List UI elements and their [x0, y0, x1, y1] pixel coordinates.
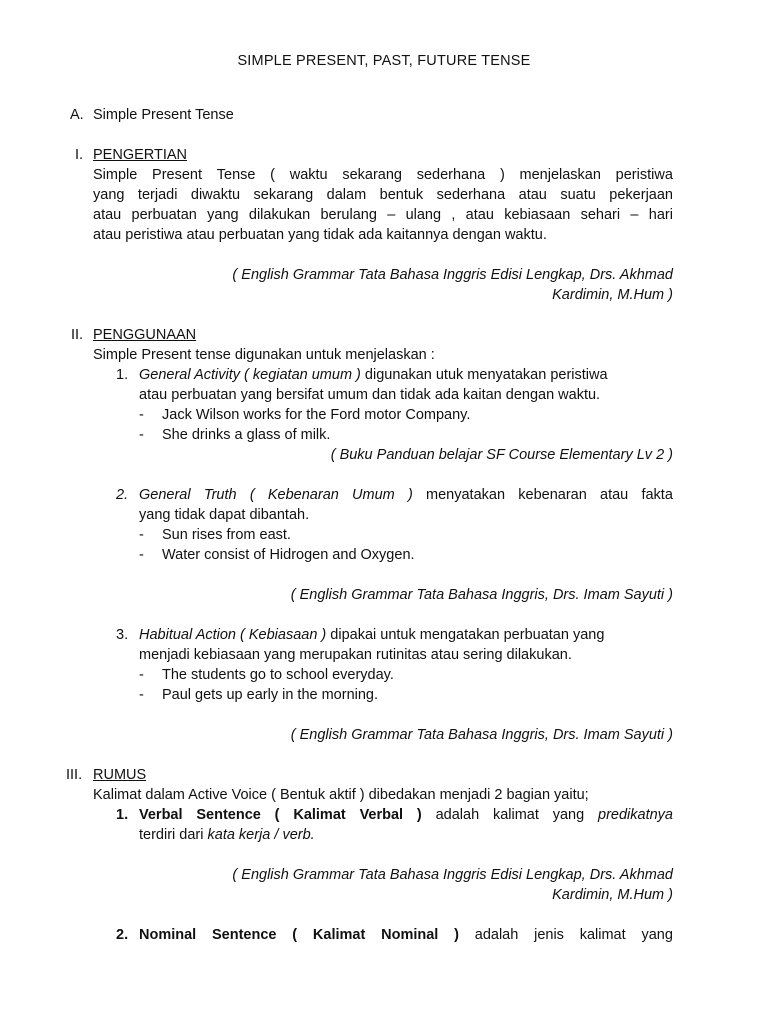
pengertian-line-1: Simple Present Tense ( waktu sekarang sederhana ) menjelaskan peristiwa — [93, 167, 673, 183]
penggunaan-item-3-number: 3. — [116, 627, 129, 643]
rumus-item-2-line-1: Nominal Sentence ( Kalimat Nominal ) adalah jenis kalimat yang — [139, 927, 673, 943]
penggunaan-item-1-line-2: atau perbuatan yang bersifat umum dan tidak ada kaitan dengan waktu. — [139, 387, 601, 403]
example-sentence: Water consist of Hidrogen and Oxygen. — [162, 547, 415, 563]
penggunaan-item-2-citation: ( English Grammar Tata Bahasa Inggris, Drs. Imam Sayuti ) — [290, 587, 673, 603]
rumus-citation-line-2: Kardimin, M.Hum ) — [552, 887, 673, 903]
list-bullet-dash: - — [139, 407, 144, 423]
pengertian-heading: PENGERTIAN — [93, 147, 188, 163]
example-sentence: Jack Wilson works for the Ford motor Company. — [162, 407, 471, 423]
example-sentence: She drinks a glass of milk. — [162, 427, 331, 443]
rumus-intro: Kalimat dalam Active Voice ( Bentuk aktif ) dibedakan menjadi 2 bagian yaitu; — [93, 787, 589, 803]
list-bullet-dash: - — [139, 687, 144, 703]
pengertian-line-3: atau perbuatan yang dilakukan berulang – ulang , atau kebiasaan sehari – hari — [93, 207, 673, 223]
penggunaan-item-1-line-1: General Activity ( kegiatan umum ) digunakan utuk menyatakan peristiwa — [139, 367, 608, 383]
list-bullet-dash: - — [139, 527, 144, 543]
rumus-heading: RUMUS — [93, 767, 147, 783]
penggunaan-item-3-line-2: menjadi kebiasaan yang merupakan rutinitas atau sering dilakukan. — [139, 647, 572, 663]
penggunaan-intro: Simple Present tense digunakan untuk menjelaskan : — [93, 347, 435, 363]
penggunaan-item-2-number: 2. — [116, 487, 129, 503]
pengertian-numeral: I. — [75, 147, 84, 163]
penggunaan-numeral: II. — [71, 327, 84, 343]
penggunaan-item-3-citation: ( English Grammar Tata Bahasa Inggris, Drs. Imam Sayuti ) — [290, 727, 673, 743]
section-a-marker: A. — [70, 107, 84, 123]
rumus-citation-line-1: ( English Grammar Tata Bahasa Inggris Edisi Lengkap, Drs. Akhmad — [232, 867, 673, 883]
rumus-item-1-line-1: Verbal Sentence ( Kalimat Verbal ) adalah kalimat yang predikatnya — [139, 807, 673, 823]
penggunaan-item-3-line-1: Habitual Action ( Kebiasaan ) dipakai untuk mengatakan perbuatan yang — [139, 627, 605, 643]
pengertian-line-4: atau peristiwa atau perbuatan yang tidak ada kaitannya dengan waktu. — [93, 227, 547, 243]
penggunaan-item-2-line-1: General Truth ( Kebenaran Umum ) menyatakan kebenaran atau fakta — [139, 487, 673, 503]
list-bullet-dash: - — [139, 427, 144, 443]
penggunaan-heading: PENGGUNAAN — [93, 327, 197, 343]
section-a-label: Simple Present Tense — [93, 107, 234, 123]
pengertian-citation-line-1: ( English Grammar Tata Bahasa Inggris Edisi Lengkap, Drs. Akhmad — [232, 267, 673, 283]
penggunaan-item-1-citation: ( Buku Panduan belajar SF Course Elementary Lv 2 ) — [330, 447, 673, 463]
list-bullet-dash: - — [139, 667, 144, 683]
example-sentence: Paul gets up early in the morning. — [162, 687, 379, 703]
penggunaan-item-1-number: 1. — [116, 367, 129, 383]
pengertian-citation-line-2: Kardimin, M.Hum ) — [552, 287, 673, 303]
example-sentence: The students go to school everyday. — [162, 667, 394, 683]
rumus-item-2-number: 2. — [116, 927, 129, 943]
example-sentence: Sun rises from east. — [162, 527, 291, 543]
document-title: SIMPLE PRESENT, PAST, FUTURE TENSE — [237, 53, 531, 69]
penggunaan-item-2-line-2: yang tidak dapat dibantah. — [139, 507, 310, 523]
rumus-numeral: III. — [66, 767, 83, 783]
pengertian-line-2: yang terjadi diwaktu sekarang dalam bentuk sederhana atau suatu pekerjaan — [93, 187, 673, 203]
rumus-item-1-line-2: terdiri dari kata kerja / verb. — [139, 827, 315, 843]
rumus-item-1-number: 1. — [116, 807, 129, 823]
list-bullet-dash: - — [139, 547, 144, 563]
